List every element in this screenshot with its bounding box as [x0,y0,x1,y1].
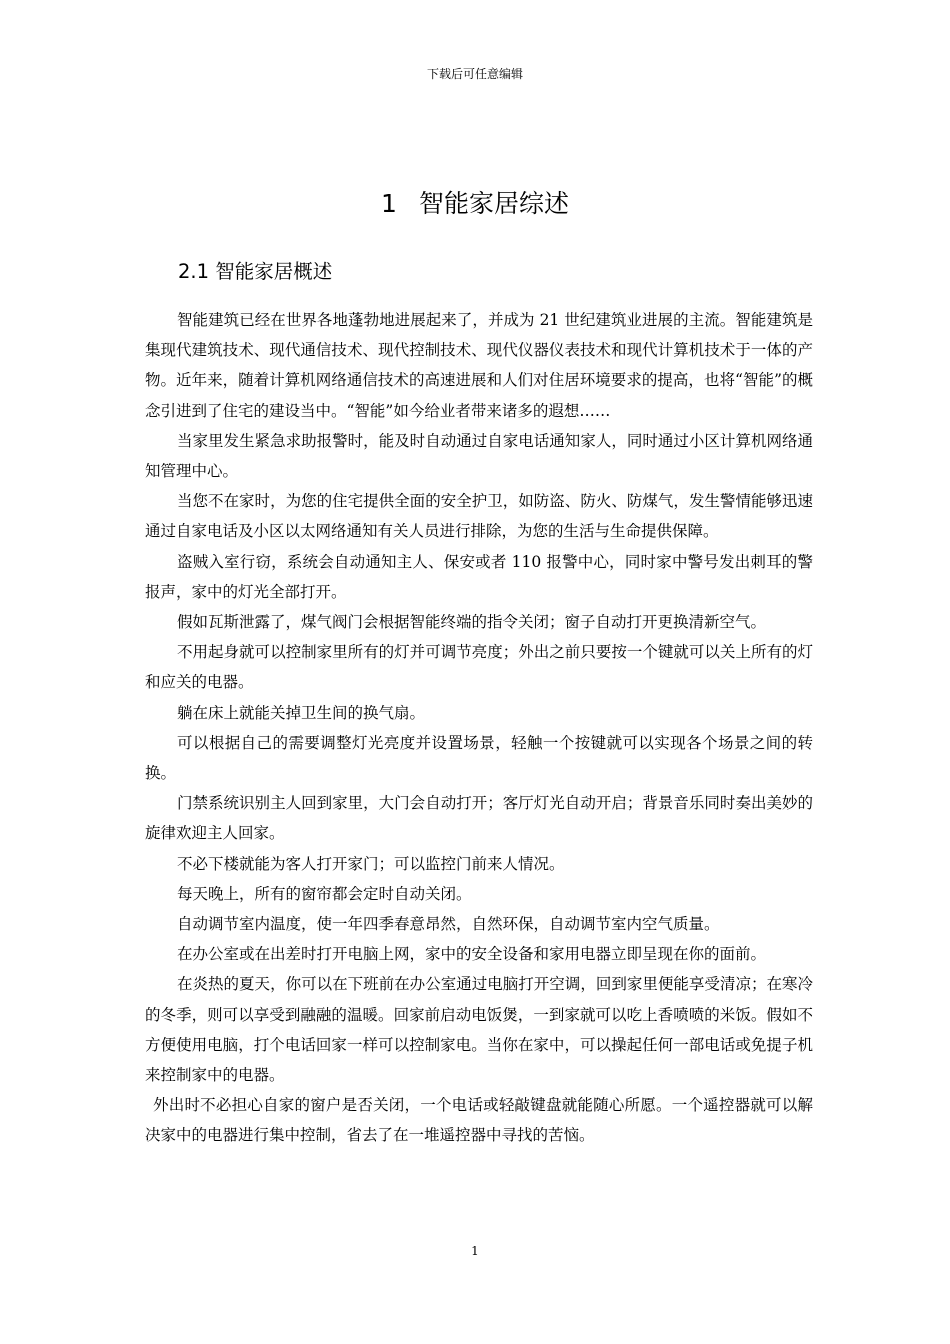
paragraph: 门禁系统识别主人回到家里，大门会自动打开；客厅灯光自动开启；背景音乐同时奏出美妙的旋律欢迎主人回家。 [145,794,813,843]
paragraph: 每天晚上，所有的窗帘都会定时自动关闭。 [177,884,472,903]
paragraph: 智能建筑已经在世界各地蓬勃地进展起来了，并成为 21 世纪建筑业进展的主流。智能建筑是集现代建筑技术、现代通信技术、现代控制技术、现代仪器仪表技术和现代计算机技术于一体的产物。近年来，随着计算机网络通信技术的高速进展和人们对住居环境要求的提高，也将“智能”的概念引进到了住宅的建设当中。“智能”如今给业者带来诸多的遐想…… [145,311,813,420]
paragraph: 外出时不必担心自家的窗户是否关闭，一个电话或轻敲键盘就能随心所愿。一个遥控器就可以解决家中的电器进行集中控制，省去了在一堆遥控器中寻找的苦恼。 [145,1096,813,1145]
chapter-title-text: 智能家居综述 [418,189,569,218]
paragraph: 不用起身就可以控制家里所有的灯并可调节亮度；外出之前只要按一个键就可以关上所有的灯和应关的电器。 [145,643,813,692]
paragraph: 自动调节室内温度，使一年四季春意昂然，自然环保，自动调节室内空气质量。 [177,915,720,934]
paragraph: 不必下楼就能为客人打开家门；可以监控门前来人情况。 [177,854,565,873]
paragraph: 盗贼入室行窃，系统会自动通知主人、保安或者 110 报警中心，同时家中警号发出刺耳的警报声，家中的灯光全部打开。 [145,552,813,601]
paragraph: 可以根据自己的需要调整灯光亮度并设置场景，轻触一个按键就可以实现各个场景之间的转换。 [145,733,813,783]
chapter-number: 1 [381,189,397,218]
paragraph: 在炎热的夏天，你可以在下班前在办公室通过电脑打开空调，回到家里便能享受清凉；在寒冷的冬季，则可以享受到融融的温暖。回家前启动电饭煲，一到家就可以吃上香喷喷的米饭。假如不方便使用电脑，打个电话回家一样可以控制家电。当你在家中，可以操起任何一部电话或免提子机来控制家中的电器。 [145,975,813,1085]
paragraph: 当您不在家时，为您的住宅提供全面的安全护卫，如防盗、防火、防煤气，发生警情能够迅速通过自家电话及小区以太网络通知有关人员进行排除，为您的生活与生命提供保障。 [145,492,813,541]
body-text [145,305,813,1151]
page-number: 1 [471,1244,479,1258]
header-note: 下载后可任意编辑 [426,67,523,81]
paragraph: 躺在床上就能关掉卫生间的换气扇。 [177,703,426,722]
paragraph: 当家里发生紧急求助报警时，能及时自动通过自家电话通知家人，同时通过小区计算机网络通知管理中心。 [145,431,813,481]
section-title: 2.1 智能家居概述 [178,260,333,283]
paragraph: 假如瓦斯泄露了，煤气阀门会根据智能终端的指令关闭；窗子自动打开更换清新空气。 [177,613,767,632]
paragraph: 在办公室或在出差时打开电脑上网，家中的安全设备和家用电器立即呈现在你的面前。 [177,945,767,964]
chapter-title [0,186,950,222]
